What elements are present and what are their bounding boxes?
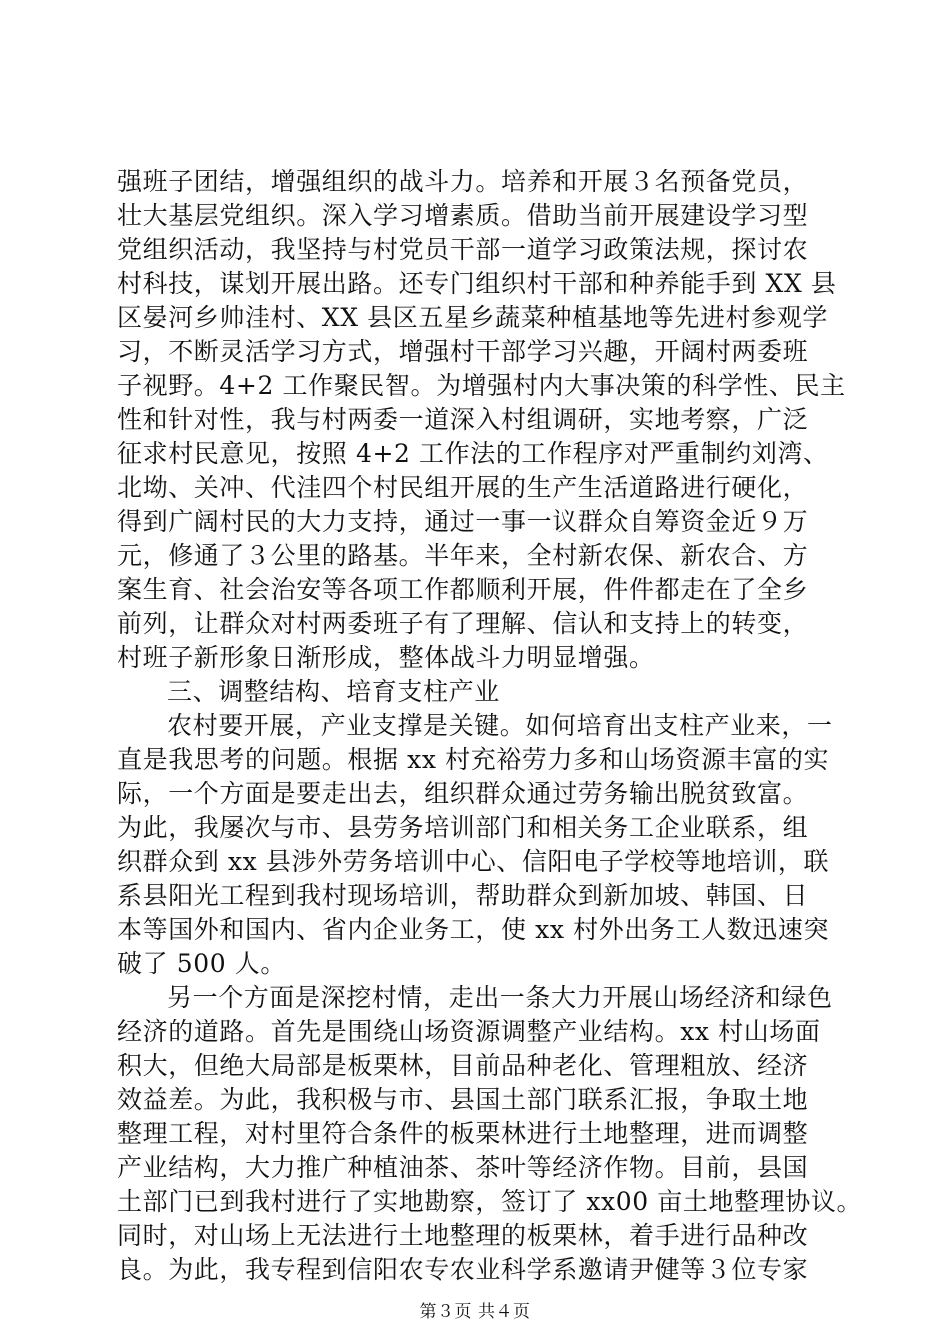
text-line: 壮大基层党组织。深入学习增素质。借助当前开展建设学习型 — [117, 201, 809, 230]
text-line: 前列，让群众对村两委班子有了理解、信认和支持上的转变， — [117, 609, 809, 638]
text-line: 党组织活动，我坚持与村党员干部一道学习政策法规，探讨农 — [117, 235, 809, 264]
text-line: 区晏河乡帅洼村、XX 县区五星乡蔬菜种植基地等先进村参观学 — [117, 303, 828, 332]
section-heading: 三、调整结构、培育支柱产业 — [167, 677, 500, 706]
text-line: 案生育、社会治安等各项工作都顺利开展，件件都走在了全乡 — [117, 575, 809, 604]
text-line: 北坳、关冲、代洼四个村民组开展的生产生活道路进行硬化， — [117, 473, 809, 502]
text-line: 同时，对山场上无法进行土地整理的板栗林，着手进行品种改 — [117, 1221, 809, 1250]
text-line: 元，修通了３公里的路基。半年来，全村新农保、新农合、方 — [117, 541, 809, 570]
text-line: 子视野。4+2 工作聚民智。为增强村内大事决策的科学性、民主 — [117, 371, 846, 400]
text-line: 整理工程，对村里符合条件的板栗林进行土地整理，进而调整 — [117, 1119, 809, 1148]
text-line: 习，不断灵活学习方式，增强村干部学习兴趣，开阔村两委班 — [117, 337, 809, 366]
text-line: 产业结构，大力推广种植油茶、茶叶等经济作物。目前，县国 — [117, 1153, 809, 1182]
text-line: 际，一个方面是要走出去，组织群众通过劳务输出脱贫致富。 — [117, 779, 809, 808]
text-line: 织群众到 xx 县涉外劳务培训中心、信阳电子学校等地培训，联 — [117, 847, 830, 876]
text-line: 村科技，谋划开展出路。还专门组织村干部和种养能手到 XX 县 — [117, 269, 837, 298]
text-line: 经济的道路。首先是围绕山场资源调整产业结构。xx 村山场面 — [117, 1017, 821, 1046]
text-line: 土部门已到我村进行了实地勘察，签订了 xx00 亩土地整理协议。 — [117, 1187, 863, 1216]
text-line: 征求村民意见，按照 4+2 工作法的工作程序对严重制约刘湾、 — [117, 439, 829, 468]
text-line: 良。为此，我专程到信阳农专农业科学系邀请尹健等３位专家 — [117, 1255, 809, 1284]
text-line: 强班子团结，增强组织的战斗力。培养和开展３名预备党员， — [117, 167, 809, 196]
text-line: 为此，我屡次与市、县劳务培训部门和相关务工企业联系，组 — [117, 813, 809, 842]
text-line: 系县阳光工程到我村现场培训，帮助群众到新加坡、韩国、日 — [117, 881, 809, 910]
text-line: 性和针对性，我与村两委一道深入村组调研，实地考察，广泛 — [117, 405, 809, 434]
paragraph-first-line: 另一个方面是深挖村情，走出一条大力开展山场经济和绿色 — [167, 983, 833, 1012]
text-line: 破了 500 人。 — [117, 949, 287, 978]
page-footer: 第３页 共４页 — [419, 1302, 531, 1322]
text-line: 直是我思考的问题。根据 xx 村充裕劳力多和山场资源丰富的实 — [117, 745, 830, 774]
text-line: 得到广阔村民的大力支持，通过一事一议群众自筹资金近９万 — [117, 507, 809, 536]
paragraph-first-line: 农村要开展，产业支撑是关键。如何培育出支柱产业来，一 — [167, 711, 833, 740]
text-line: 村班子新形象日渐形成，整体战斗力明显增强。 — [117, 643, 655, 672]
text-line: 积大，但绝大局部是板栗林，目前品种老化、管理粗放、经济 — [117, 1051, 809, 1080]
text-line: 本等国外和国内、省内企业务工，使 xx 村外出务工人数迅速突 — [117, 915, 830, 944]
text-line: 效益差。为此，我积极与市、县国土部门联系汇报，争取土地 — [117, 1085, 809, 1114]
